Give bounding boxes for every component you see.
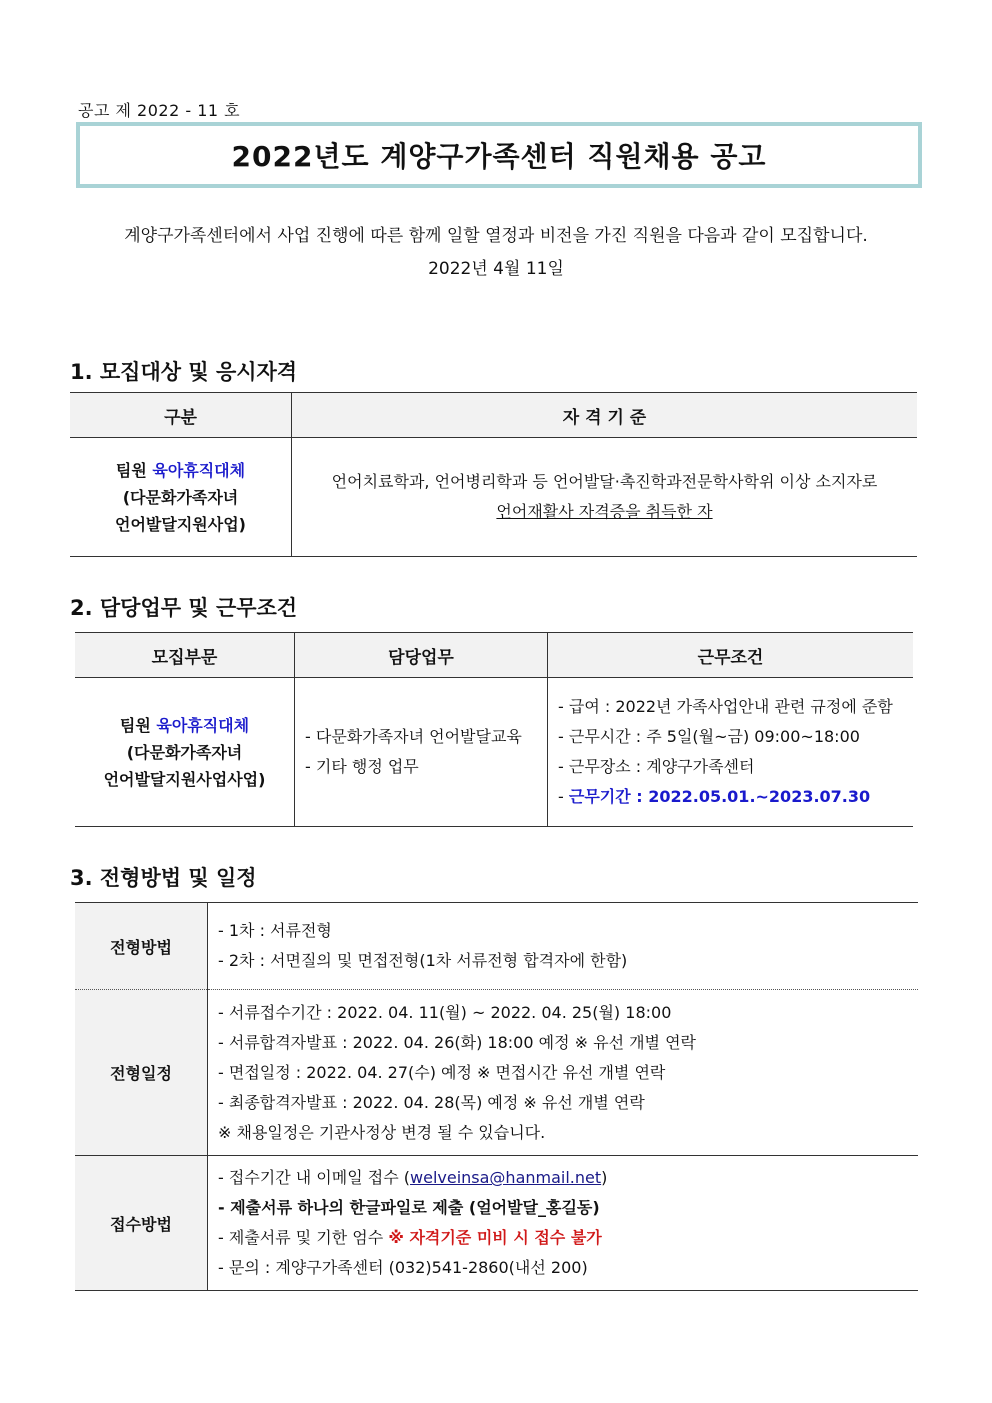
intro-block (70, 220, 922, 286)
notice-number: 공고 제 2022 - 11 호 (78, 101, 241, 120)
table-row-apply (75, 1156, 918, 1291)
apply-email-item (218, 1163, 917, 1193)
schedule-note: ※ 채용일정은 기관사정상 변경 될 수 있습니다. (218, 1122, 546, 1142)
position-highlight: 육아휴직대체 (152, 460, 246, 480)
criteria-cell (292, 438, 918, 557)
apply-file-item: - 제출서류 하나의 한글파일로 제출 (얼어발달_홍길동) (218, 1198, 600, 1217)
condition-item: - 근무장소 : 계양구가족센터 (558, 757, 755, 776)
apply-cell (208, 1156, 919, 1291)
method-cell (208, 903, 919, 990)
position-line3: 언어발달지원사업사업) (103, 769, 266, 789)
table-row-schedule (75, 990, 918, 1156)
condition-item: - 근무시간 : 주 5일(월~금) 09:00~18:00 (558, 727, 860, 746)
col-header-dept: 모집부문 (75, 633, 295, 678)
col-header-criteria: 자 격 기 준 (292, 393, 918, 438)
selection-table (75, 902, 918, 1291)
position-cell (70, 438, 292, 557)
criteria-line1: 언어치료학과, 언어병리학과 등 언어발달·촉진학과전문학사학위 이상 소지자로 (331, 472, 878, 491)
schedule-item: - 면접일정 : 2022. 04. 27(수) 예정 ※ 면접시간 유선 개별 연락 (218, 1062, 666, 1082)
row-label-schedule: 전형일정 (75, 990, 208, 1156)
section2-heading: 2. 담당업무 및 근무조건 (70, 596, 298, 620)
criteria-line2: 언어재활사 자격증을 취득한 자 (496, 502, 713, 521)
schedule-item: - 서류합격자발표 : 2022. 04. 26(화) 18:00 예정 ※ 유선 개별 연락 (218, 1032, 697, 1052)
condition-item: - 급여 : 2022년 가족사업안내 관련 규정에 준함 (558, 697, 893, 716)
deadline-warning: ※ 자격기준 미비 시 접수 불가 (388, 1228, 602, 1247)
duty-item: - 기타 행정 업무 (305, 757, 419, 776)
email-link[interactable]: welveinsa@hanmail.net (410, 1168, 602, 1187)
section3-heading: 3. 전형방법 및 일정 (70, 866, 257, 890)
period-dash: - (558, 787, 569, 806)
schedule-item: - 최종합격자발표 : 2022. 04. 28(목) 예정 ※ 유선 개별 연락 (218, 1092, 645, 1112)
col-header-category: 구분 (70, 393, 292, 438)
deadline-prefix: - 제출서류 및 기한 엄수 (218, 1228, 389, 1247)
position-line3: 언어발달지원사업) (115, 514, 246, 534)
position-highlight: 육아휴직대체 (156, 715, 250, 735)
table-header-row (70, 393, 917, 438)
qualification-table (70, 392, 917, 557)
apply-deadline-item (218, 1223, 917, 1253)
position-prefix: 팀원 (115, 460, 153, 480)
duty-item: - 다문화가족자녀 언어발달교육 (305, 727, 522, 746)
email-suffix: ) (601, 1168, 608, 1187)
title-box (76, 122, 922, 188)
email-prefix: - 접수기간 내 이메일 접수 ( (218, 1168, 411, 1187)
row-label-apply: 접수방법 (75, 1156, 208, 1291)
position-cell (75, 678, 295, 827)
apply-contact-item: - 문의 : 계양구가족센터 (032)541-2860(내선 200) (218, 1258, 588, 1277)
duties-table (75, 632, 913, 827)
conditions-cell (548, 678, 914, 827)
row-label-method: 전형방법 (75, 903, 208, 990)
position-line2: (다문화가족자녀 (122, 487, 239, 507)
col-header-conditions: 근무조건 (548, 633, 914, 678)
schedule-item: - 서류접수기간 : 2022. 04. 11(월) ~ 2022. 04. 25(월) 18:00 (218, 1002, 672, 1022)
work-period: 근무기간 : 2022.05.01.~2023.07.30 (568, 787, 871, 806)
table-row (70, 438, 917, 557)
table-header-row (75, 633, 913, 678)
page-title: 2022년도 계양구가족센터 직원채용 공고 (231, 140, 767, 173)
intro-text: 계양구가족센터에서 사업 진행에 따른 함께 일할 열정과 비전을 가진 직원을 다음과 같이 모집합니다. (124, 226, 868, 246)
schedule-cell (208, 990, 919, 1156)
section1-heading: 1. 모집대상 및 응시자격 (70, 360, 298, 384)
method-item: - 1차 : 서류전형 (218, 921, 332, 940)
table-row-method (75, 903, 918, 990)
duties-cell (295, 678, 548, 827)
table-row (75, 678, 913, 827)
method-item: - 2차 : 서면질의 및 면접전형(1차 서류전형 합격자에 한함) (218, 951, 628, 970)
announcement-date: 2022년 4월 11일 (428, 259, 564, 279)
condition-item-period (558, 782, 912, 812)
position-line2: (다문화가족자녀 (126, 742, 243, 762)
col-header-duties: 담당업무 (295, 633, 548, 678)
position-prefix: 팀원 (119, 715, 157, 735)
